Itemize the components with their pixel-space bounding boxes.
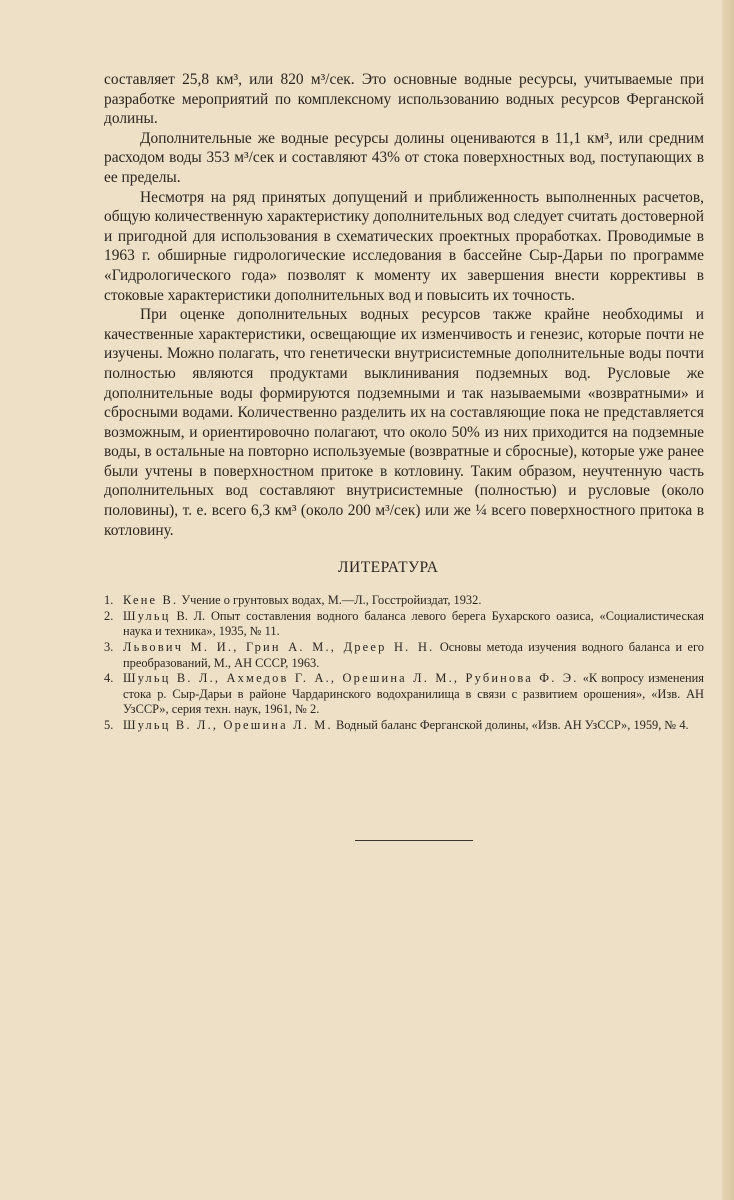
paragraph-1: составляет 25,8 км³, или 820 м³/сек. Это основные водные ресурсы, учитываемые при разработке мероприятий по комплексному использованию водных ресурсов Ферганской долины. — [104, 71, 704, 128]
reference-number: 4. — [104, 671, 114, 686]
paragraph-4: При оценке дополнительных водных ресурсов также крайне необходимы и качественные характеристики, освещающие их изменчивость и генезис, которые почти не изучены. Можно полагать, что генетически внутрисистемные дополнительные воды почти полностью являются продуктами выклинивания подземных вод. Русловые же дополнительные воды формируются подземными и так называемыми «возвратными» и сбросными водами. Количественно разделить их на составляющие пока не представляется возможным, и ориентировочно полагают, что около 50% из них приходится на подземные воды, в остальные на повторно используемые (возвратные и сбросные), которые уже ранее были учтены в поверхностном притоке в котловину. Таким образом, неучтенную часть дополнительных вод составляют внутрисистемные (полностью) и русловые (около половины), т. е. всего 6,3 км³ (около 200 м³/сек) или же ¼ всего поверхностного притока в котловину. — [104, 306, 704, 539]
reference-item — [104, 718, 704, 734]
reference-text: В. Л. Опыт составления водного баланса левого берега Бухарского оазиса, «Социалистическая наука и техника», 1935, № 11. — [123, 608, 704, 639]
reference-item — [104, 609, 704, 640]
references-list — [104, 593, 704, 733]
reference-text: Водный баланс Ферганской долины, «Изв. АН УзССР», 1959, № 4. — [335, 718, 689, 732]
reference-authors: Кене В. — [123, 593, 179, 608]
paragraph-3: Несмотря на ряд принятых допущений и приближенность выполненных расчетов, общую количественную характеристику дополнительных вод следует считать достоверной и пригодной для использования в схематических проектных проработках. Проводимые в 1963 г. обширные гидрологические исследования в бассейне Сыр-Дарьи по программе «Гидрологического года» позволят к моменту их завершения внести коррективы в стоковые характеристики дополнительных вод и повысить их точность. — [104, 188, 704, 304]
page-edge — [722, 0, 734, 1200]
reference-authors: Шульц — [123, 608, 171, 623]
reference-authors: Шульц В. Л., Ахмедов Г. А., Орешина Л. М., Рубинова Ф. Э. — [123, 671, 579, 686]
page-content — [104, 70, 704, 734]
reference-text: Основы метода изучения водного баланса и его преобразований, М., АН СССР, 1963. — [123, 640, 704, 670]
reference-text: Учение о грунтовых водах, М.—Л., Госстройиздат, 1932. — [181, 593, 482, 608]
reference-authors: Шульц В. Л., Орешина Л. М. — [123, 718, 333, 732]
reference-item — [104, 640, 704, 671]
reference-item — [104, 593, 704, 609]
reference-number: 2. — [104, 608, 114, 623]
paragraph-2: Дополнительные же водные ресурсы долины оцениваются в 11,1 км³, или средним расходом воды 353 м³/сек и составляют 43% от стока поверхностных вод, поступающих в ее пределы. — [104, 129, 704, 186]
reference-item — [104, 671, 704, 718]
reference-text: «К вопросу изменения стока р. Сыр-Дарьи в районе Чардаринского водохранилища в связи с развитием орошения», «Изв. АН УзССР», серия техн. наук, 1961, № 2. — [123, 671, 705, 717]
reference-number: 1. — [104, 593, 114, 608]
reference-number: 3. — [104, 640, 114, 655]
reference-number: 5. — [104, 718, 114, 732]
references-heading: ЛИТЕРАТУРА — [338, 559, 439, 577]
end-rule — [355, 840, 473, 841]
reference-authors: Львович М. И., Грин А. М., Дреер Н. Н. — [123, 640, 435, 655]
